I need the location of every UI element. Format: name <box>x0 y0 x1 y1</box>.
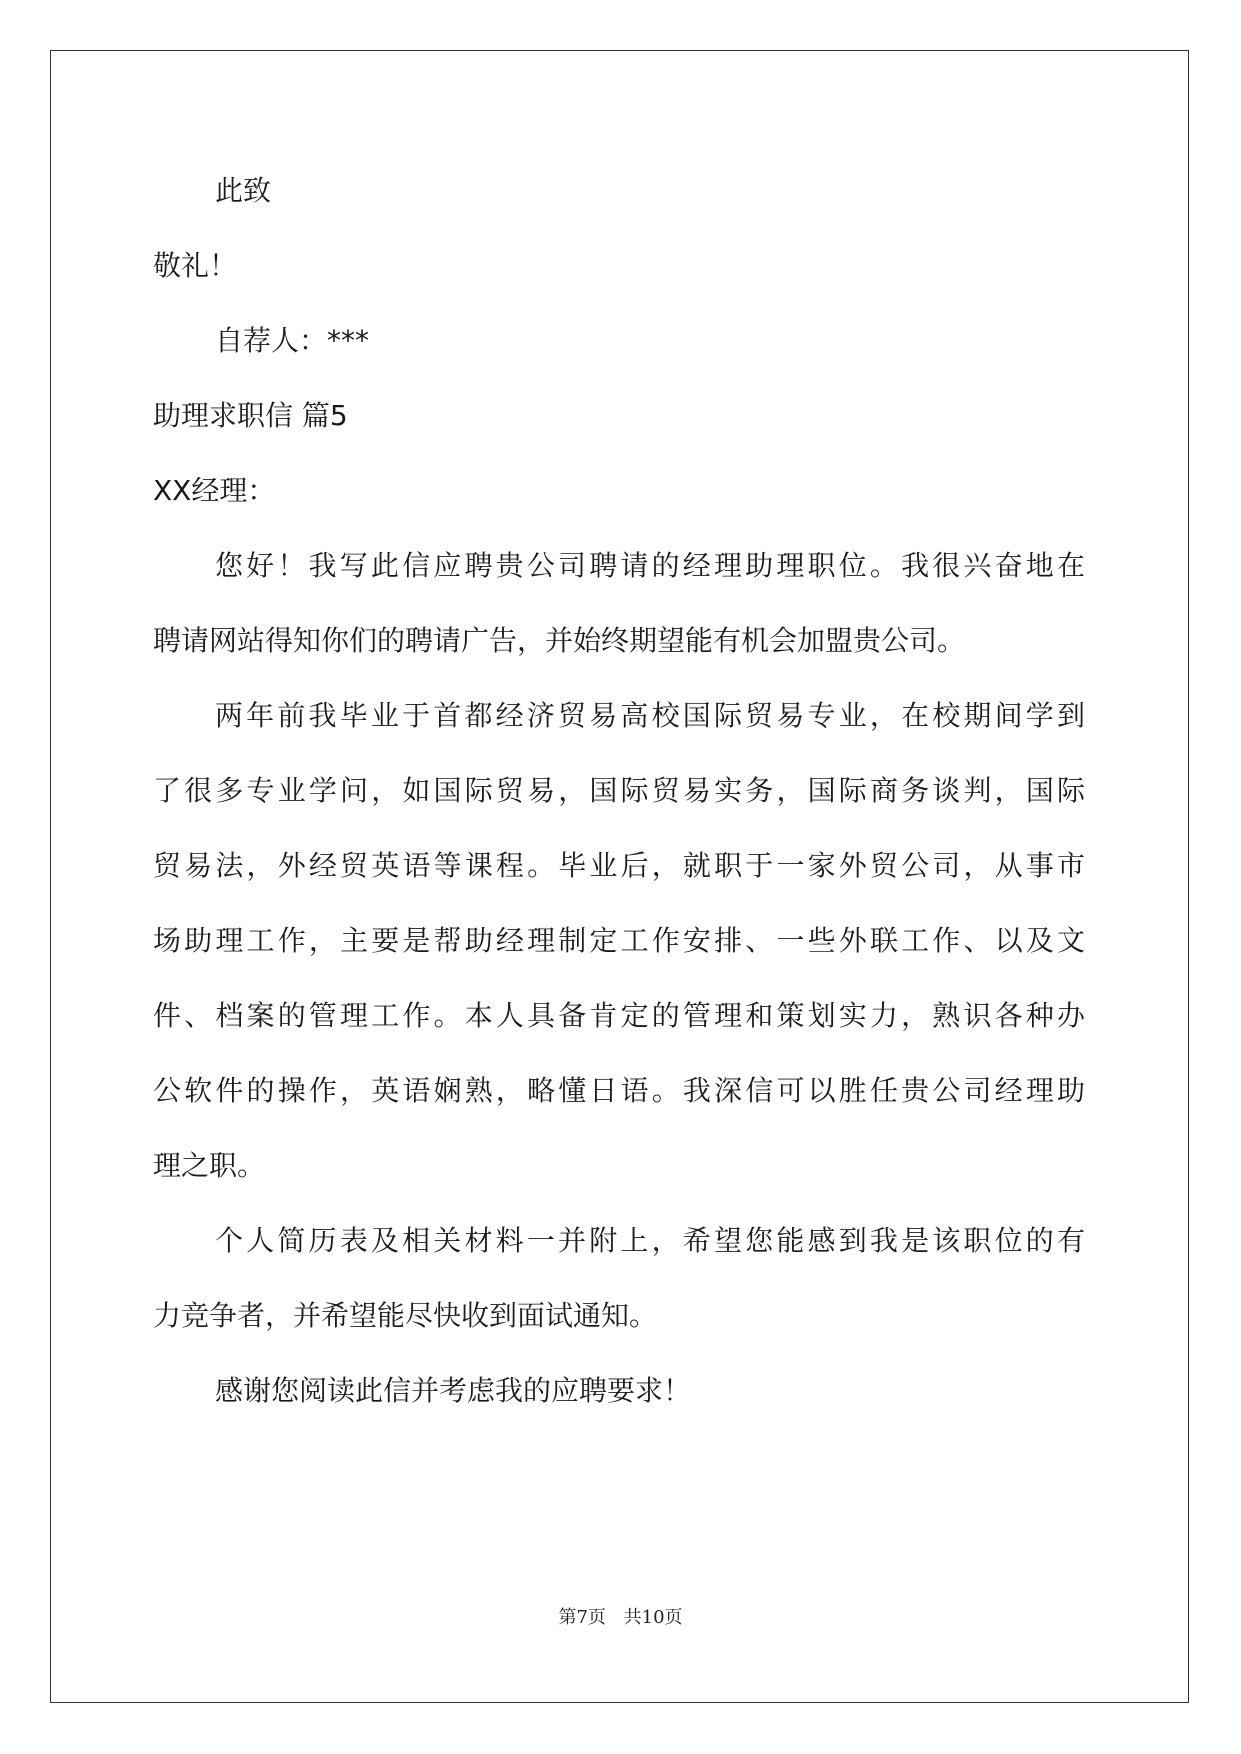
paragraph-line: 了很多专业学问，如国际贸易，国际贸易实务，国际商务谈判，国际 <box>153 774 1085 807</box>
page-footer <box>0 1606 1241 1630</box>
closing-salute: 敬礼！ <box>153 249 238 282</box>
paragraph-line: 场助理工作，主要是帮助经理制定工作安排、一些外联工作、以及文 <box>153 924 1085 957</box>
section-title: 助理求职信 篇5 <box>153 399 348 432</box>
page-total: 共10页 <box>623 1607 683 1628</box>
paragraph-line: 您好！我写此信应聘贵公司聘请的经理助理职位。我很兴奋地在 <box>215 549 1085 582</box>
paragraph-line: 贸易法，外经贸英语等课程。毕业后，就职于一家外贸公司，从事市 <box>153 849 1085 882</box>
paragraph-line: 聘请网站得知你们的聘请广告，并始终期望能有机会加盟贵公司。 <box>153 624 966 657</box>
signature-line: 自荐人：*** <box>215 324 370 357</box>
paragraph-line: 公软件的操作，英语娴熟，略懂日语。我深信可以胜任贵公司经理助 <box>153 1074 1085 1107</box>
paragraph-line: 理之职。 <box>153 1149 266 1182</box>
paragraph-line: 感谢您阅读此信并考虑我的应聘要求！ <box>215 1374 692 1407</box>
paragraph-line: 力竞争者，并希望能尽快收到面试通知。 <box>153 1299 658 1332</box>
salutation: XX经理： <box>153 474 276 507</box>
paragraph-line: 个人简历表及相关材料一并附上，希望您能感到我是该职位的有 <box>215 1224 1085 1257</box>
paragraph-line: 两年前我毕业于首都经济贸易高校国际贸易专业，在校期间学到 <box>215 699 1085 732</box>
page-number: 第7页 <box>558 1607 606 1628</box>
paragraph-line: 件、档案的管理工作。本人具备肯定的管理和策划实力，熟识各种办 <box>153 999 1085 1032</box>
closing-line: 此致 <box>215 174 272 207</box>
